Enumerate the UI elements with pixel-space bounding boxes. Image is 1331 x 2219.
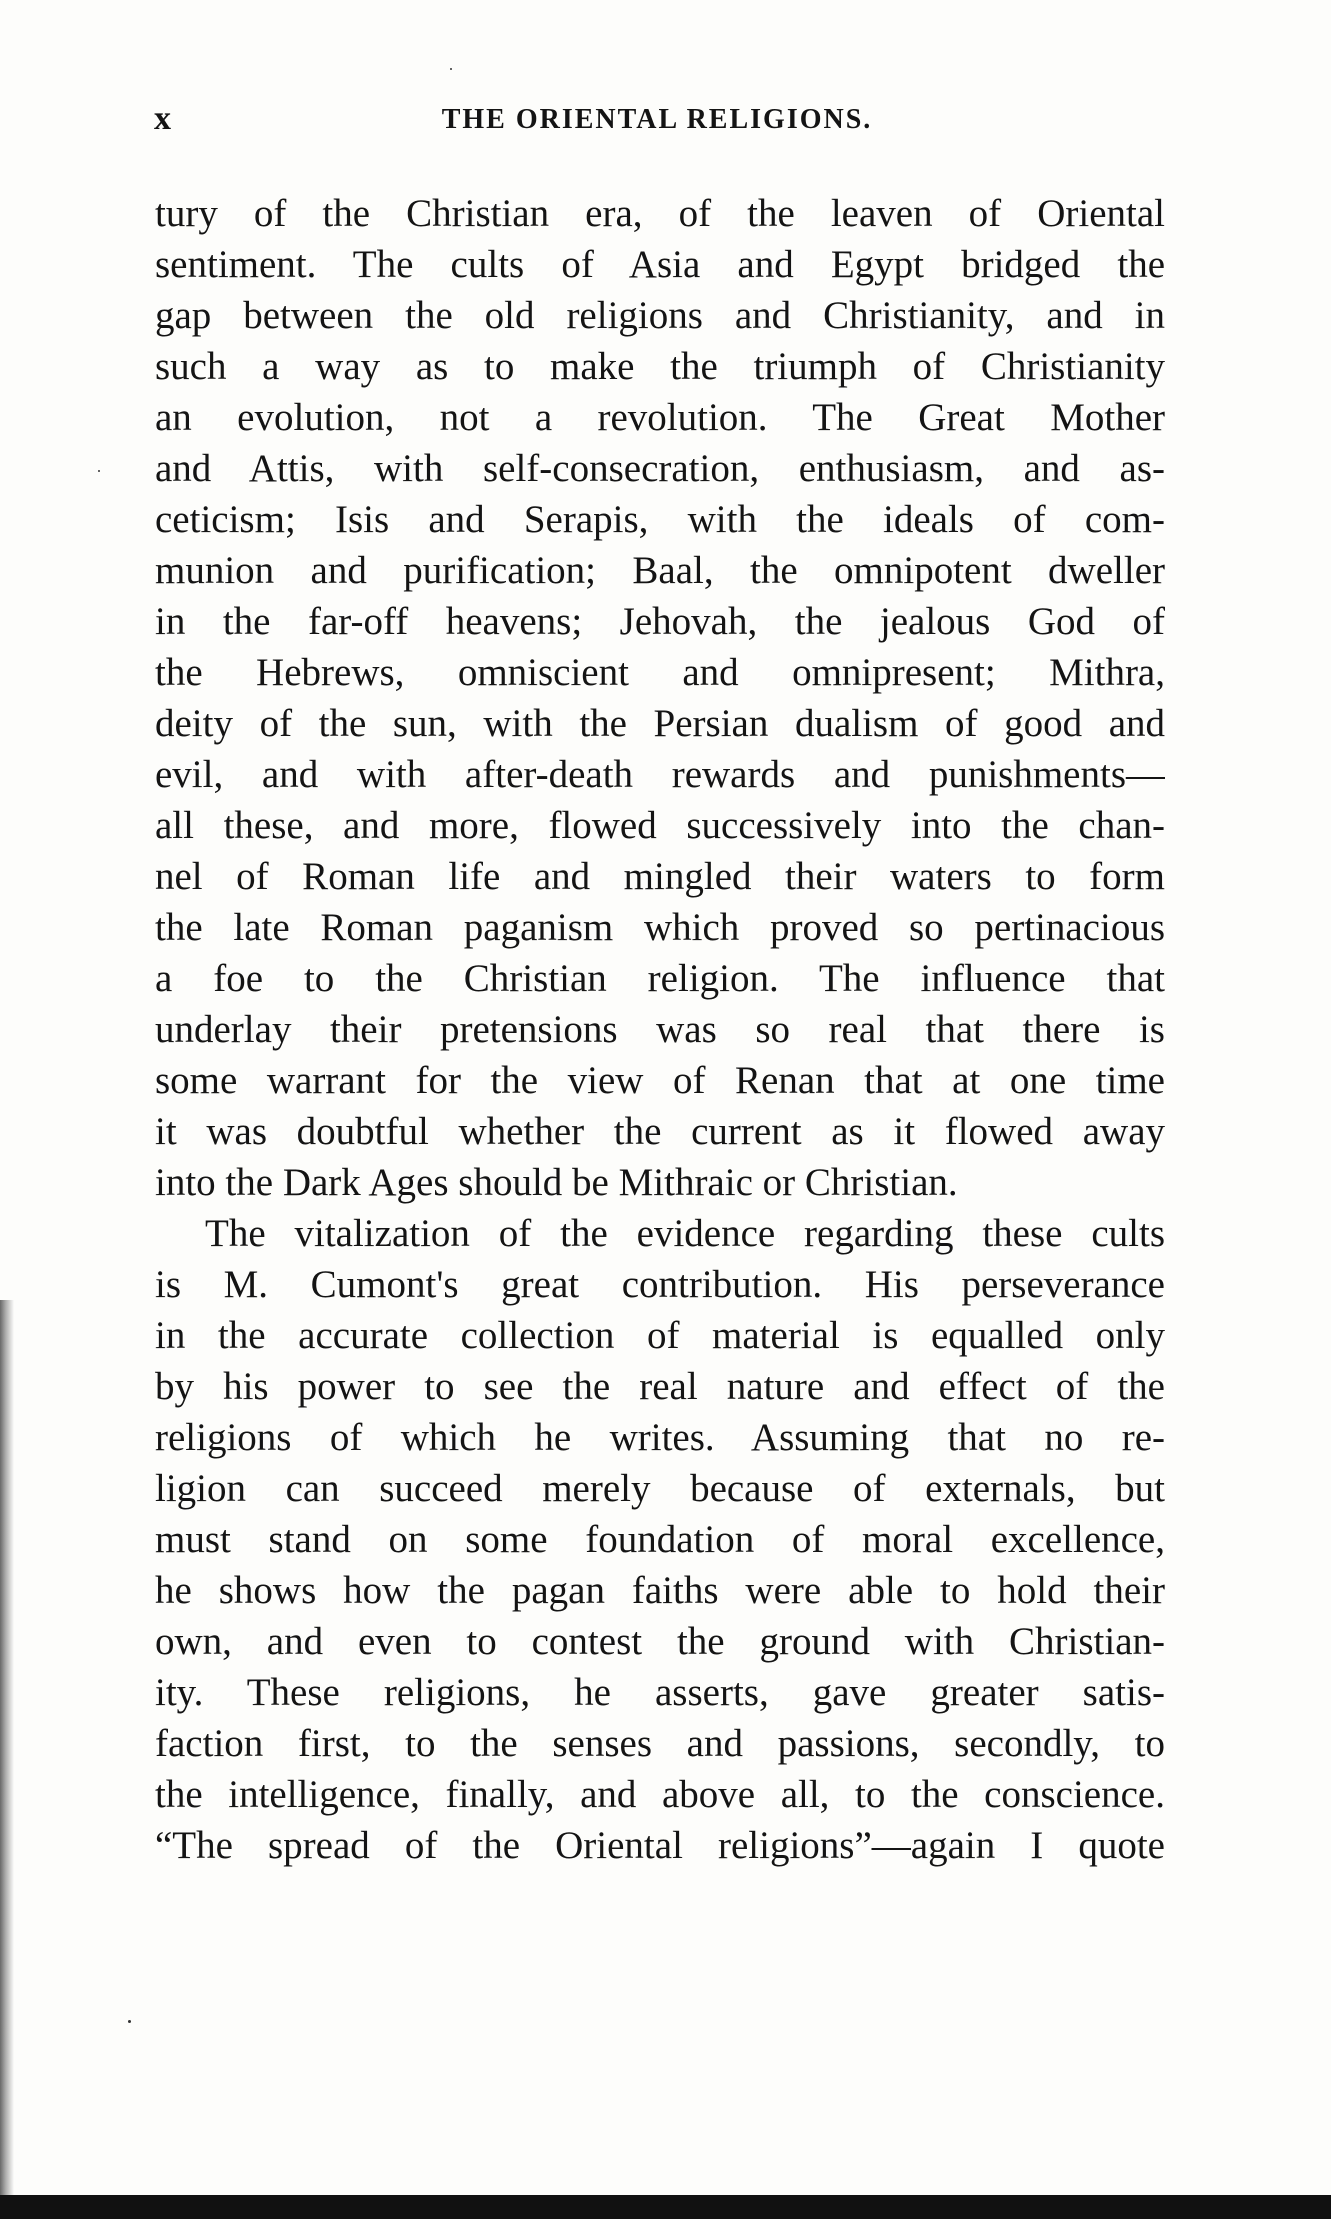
text-line: faction first, to the senses and passions, secondly, to (155, 1722, 1165, 1765)
text-line: gap between the old religions and Christianity, and in (155, 294, 1165, 337)
text-line: in the far-off heavens; Jehovah, the jealous God of (155, 600, 1165, 643)
text-line: ity. These religions, he asserts, gave greater satis- (155, 1671, 1165, 1714)
text-line: and Attis, with self-consecration, enthusiasm, and as- (155, 447, 1165, 490)
page-number: x (154, 100, 172, 137)
text-line: ligion can succeed merely because of externals, but (155, 1467, 1165, 1510)
text-line: in the accurate collection of material is equalled only (155, 1314, 1165, 1357)
text-line: ceticism; Isis and Serapis, with the ideals of com- (155, 498, 1165, 541)
text-line: is M. Cumont's great contribution. His perseverance (155, 1263, 1165, 1306)
text-line: the intelligence, finally, and above all, to the conscience. (155, 1773, 1165, 1816)
text-line: a foe to the Christian religion. The influence that (155, 957, 1165, 1000)
page-header (150, 100, 1164, 150)
scan-bottom-edge (0, 2195, 1331, 2219)
text-line: must stand on some foundation of moral excellence, (155, 1518, 1165, 1561)
body-text (155, 188, 1165, 1871)
text-line: evil, and with after-death rewards and punishments— (155, 753, 1165, 796)
text-line: “The spread of the Oriental religions”—again I quote (155, 1824, 1165, 1867)
paragraph-end-line: into the Dark Ages should be Mithraic or Christian. (155, 1161, 958, 1204)
text-line: sentiment. The cults of Asia and Egypt bridged the (155, 243, 1165, 286)
text-line: all these, and more, flowed successively into the chan- (155, 804, 1165, 847)
running-head: THE ORIENTAL RELIGIONS. (441, 104, 873, 135)
text-line: nel of Roman life and mingled their waters to form (155, 855, 1165, 898)
text-line: the Hebrews, omniscient and omnipresent; Mithra, (155, 651, 1165, 694)
text-line: munion and purification; Baal, the omnipotent dweller (155, 549, 1165, 592)
text-line: by his power to see the real nature and effect of the (155, 1365, 1165, 1408)
text-line: some warrant for the view of Renan that at one time (155, 1059, 1165, 1102)
text-line: an evolution, not a revolution. The Great Mother (155, 396, 1165, 439)
paragraph-start-line: The vitalization of the evidence regarding these cults (205, 1212, 1165, 1255)
text-line: underlay their pretensions was so real that there is (155, 1008, 1165, 1051)
ink-speck (450, 68, 452, 70)
text-line: deity of the sun, with the Persian dualism of good and (155, 702, 1165, 745)
text-line: such a way as to make the triumph of Christianity (155, 345, 1165, 388)
text-line: religions of which he writes. Assuming that no re- (155, 1416, 1165, 1459)
ink-speck (98, 470, 100, 472)
text-line: it was doubtful whether the current as it flowed away (155, 1110, 1165, 1153)
text-line: he shows how the pagan faiths were able to hold their (155, 1569, 1165, 1612)
ink-speck (128, 2020, 131, 2023)
page-gutter-shadow (0, 1300, 14, 2200)
text-line: tury of the Christian era, of the leaven of Oriental (155, 192, 1165, 235)
text-line: own, and even to contest the ground with Christian- (155, 1620, 1165, 1663)
text-line: the late Roman paganism which proved so pertinacious (155, 906, 1165, 949)
